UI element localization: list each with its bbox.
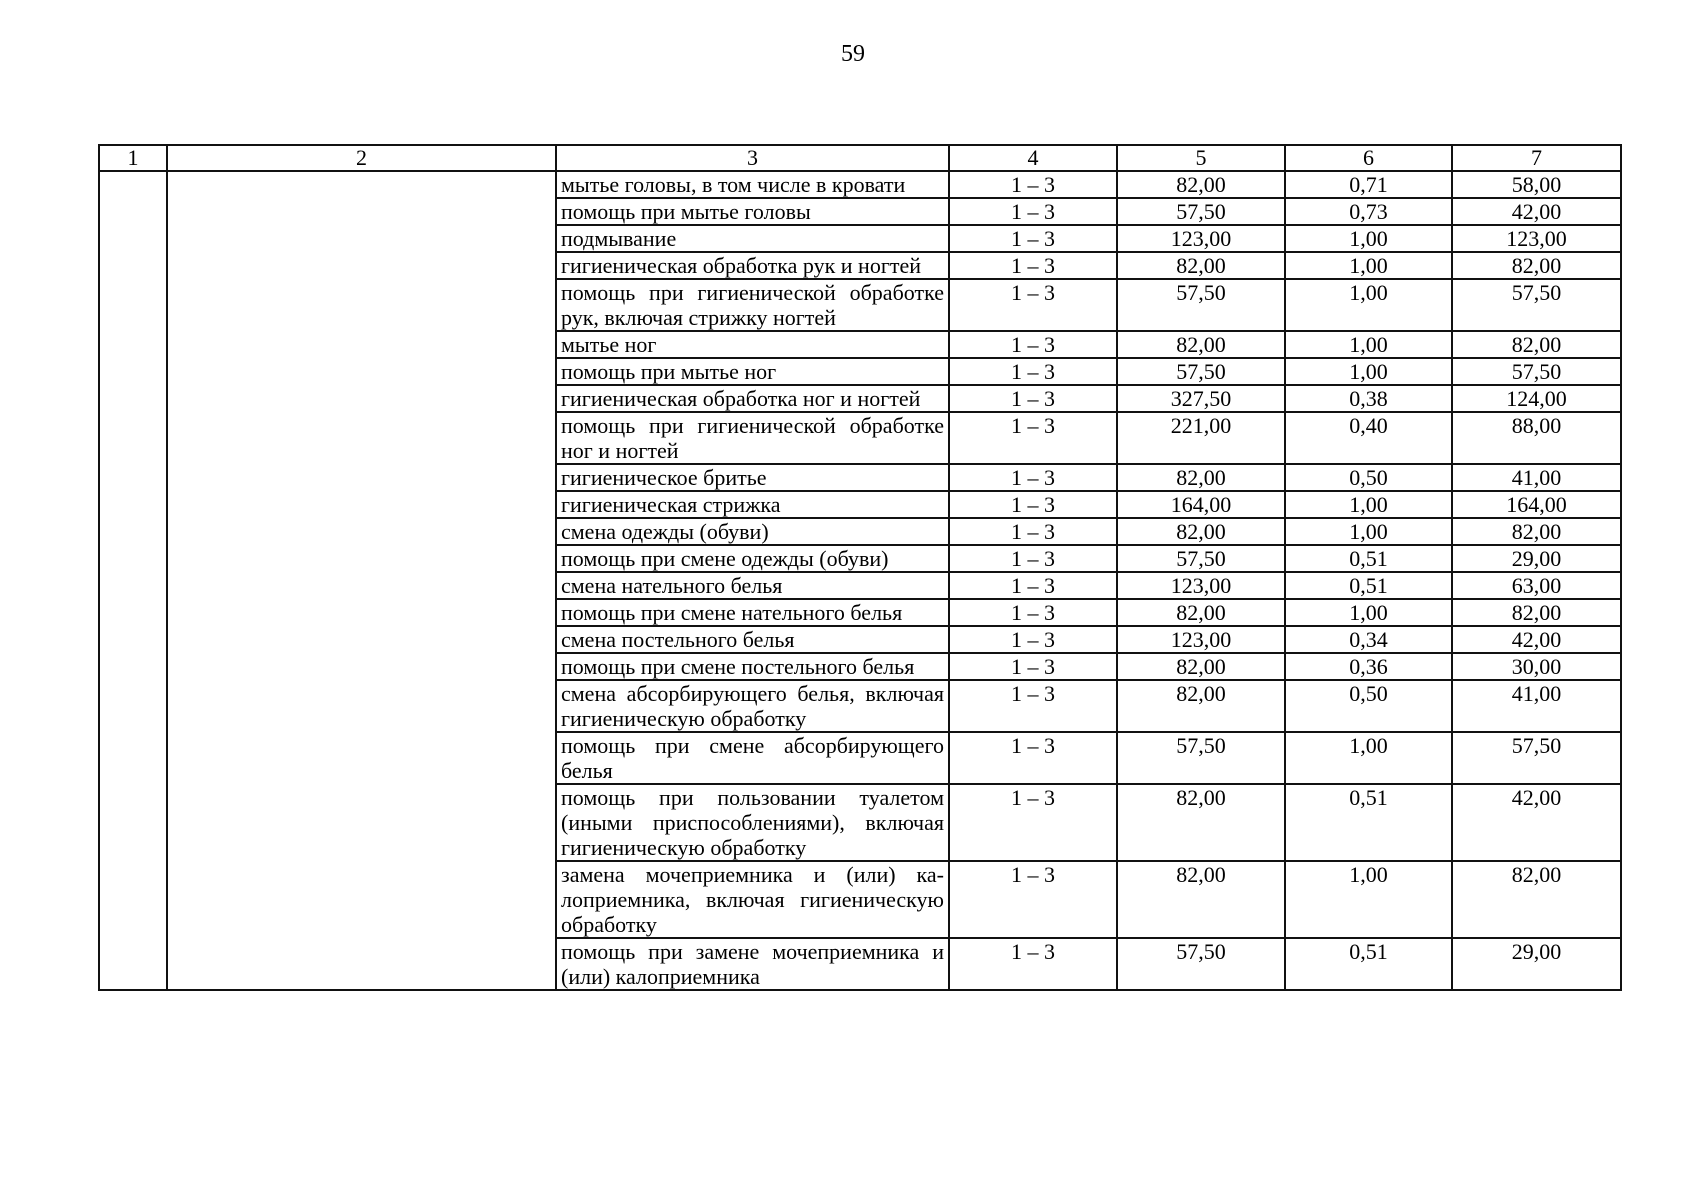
table-body (99, 171, 1621, 990)
header-row (99, 145, 1621, 171)
rate-cell: 164,00 (1117, 491, 1285, 518)
price-cell: 82,00 (1452, 331, 1621, 358)
service-cell: помощь при мытье ног (556, 358, 949, 385)
service-cell: мытье головы, в том числе в кровати (556, 171, 949, 198)
period-cell: 1 – 3 (949, 491, 1117, 518)
service-cell: помощь при мытье головы (556, 198, 949, 225)
period-cell: 1 – 3 (949, 680, 1117, 732)
price-cell: 58,00 (1452, 171, 1621, 198)
service-cell: гигиеническое бритье (556, 464, 949, 491)
price-cell: 63,00 (1452, 572, 1621, 599)
rate-cell: 82,00 (1117, 518, 1285, 545)
coefficient-cell: 1,00 (1285, 732, 1452, 784)
price-cell: 41,00 (1452, 464, 1621, 491)
rate-cell: 82,00 (1117, 331, 1285, 358)
price-cell: 82,00 (1452, 861, 1621, 938)
period-cell: 1 – 3 (949, 252, 1117, 279)
service-cell: смена одежды (обуви) (556, 518, 949, 545)
rate-cell: 57,50 (1117, 198, 1285, 225)
rate-cell: 327,50 (1117, 385, 1285, 412)
period-cell: 1 – 3 (949, 171, 1117, 198)
period-cell: 1 – 3 (949, 599, 1117, 626)
page-number: 59 (841, 41, 865, 67)
price-cell: 41,00 (1452, 680, 1621, 732)
service-cell: смена постельного белья (556, 626, 949, 653)
coefficient-cell: 1,00 (1285, 279, 1452, 331)
column-header-5: 5 (1117, 145, 1285, 171)
price-cell: 82,00 (1452, 518, 1621, 545)
service-cell: помощь при гигиенической обработке рук, включая стрижку ногтей (556, 279, 949, 331)
rate-cell: 221,00 (1117, 412, 1285, 464)
rate-cell: 82,00 (1117, 861, 1285, 938)
column-header-4: 4 (949, 145, 1117, 171)
price-cell: 57,50 (1452, 732, 1621, 784)
service-cell: гигиеническая стрижка (556, 491, 949, 518)
period-cell: 1 – 3 (949, 938, 1117, 990)
period-cell: 1 – 3 (949, 784, 1117, 861)
price-cell: 42,00 (1452, 626, 1621, 653)
rate-cell: 82,00 (1117, 464, 1285, 491)
price-cell: 123,00 (1452, 225, 1621, 252)
period-cell: 1 – 3 (949, 358, 1117, 385)
price-cell: 82,00 (1452, 599, 1621, 626)
service-cell: гигиеническая обработка рук и ногтей (556, 252, 949, 279)
price-cell: 124,00 (1452, 385, 1621, 412)
period-cell: 1 – 3 (949, 545, 1117, 572)
column-header-2: 2 (167, 145, 556, 171)
period-cell: 1 – 3 (949, 518, 1117, 545)
period-cell: 1 – 3 (949, 626, 1117, 653)
column-header-3: 3 (556, 145, 949, 171)
service-cell: помощь при смене одежды (обуви) (556, 545, 949, 572)
rate-cell: 123,00 (1117, 626, 1285, 653)
coefficient-cell: 0,50 (1285, 680, 1452, 732)
rate-cell: 57,50 (1117, 732, 1285, 784)
service-cell: помощь при замене мочеприемника и (или) калоприемника (556, 938, 949, 990)
rate-cell: 57,50 (1117, 358, 1285, 385)
period-cell: 1 – 3 (949, 572, 1117, 599)
period-cell: 1 – 3 (949, 464, 1117, 491)
price-cell: 82,00 (1452, 252, 1621, 279)
service-cell: гигиеническая обработка ног и ногтей (556, 385, 949, 412)
coefficient-cell: 0,38 (1285, 385, 1452, 412)
column-header-6: 6 (1285, 145, 1452, 171)
coefficient-cell: 0,51 (1285, 784, 1452, 861)
blank-cell-col1 (99, 171, 167, 990)
column-header-7: 7 (1452, 145, 1621, 171)
coefficient-cell: 1,00 (1285, 252, 1452, 279)
coefficient-cell: 1,00 (1285, 599, 1452, 626)
coefficient-cell: 1,00 (1285, 331, 1452, 358)
period-cell: 1 – 3 (949, 198, 1117, 225)
rate-cell: 82,00 (1117, 784, 1285, 861)
rate-cell: 82,00 (1117, 171, 1285, 198)
price-cell: 29,00 (1452, 938, 1621, 990)
rate-cell: 82,00 (1117, 680, 1285, 732)
service-cell: смена нательного белья (556, 572, 949, 599)
coefficient-cell: 0,71 (1285, 171, 1452, 198)
blank-cell-col2 (167, 171, 556, 990)
rate-cell: 82,00 (1117, 653, 1285, 680)
coefficient-cell: 0,50 (1285, 464, 1452, 491)
coefficient-cell: 0,51 (1285, 545, 1452, 572)
coefficient-cell: 0,51 (1285, 938, 1452, 990)
rate-cell: 123,00 (1117, 572, 1285, 599)
price-cell: 42,00 (1452, 784, 1621, 861)
period-cell: 1 – 3 (949, 225, 1117, 252)
coefficient-cell: 1,00 (1285, 518, 1452, 545)
price-cell: 57,50 (1452, 279, 1621, 331)
coefficient-cell: 0,51 (1285, 572, 1452, 599)
period-cell: 1 – 3 (949, 331, 1117, 358)
service-cell: помощь при смене нательного белья (556, 599, 949, 626)
coefficient-cell: 0,36 (1285, 653, 1452, 680)
service-cell: мытье ног (556, 331, 949, 358)
price-cell: 42,00 (1452, 198, 1621, 225)
period-cell: 1 – 3 (949, 653, 1117, 680)
price-cell: 88,00 (1452, 412, 1621, 464)
price-cell: 57,50 (1452, 358, 1621, 385)
service-cell: помощь при смене постельного белья (556, 653, 949, 680)
coefficient-cell: 1,00 (1285, 358, 1452, 385)
rate-cell: 57,50 (1117, 938, 1285, 990)
service-cell: помощь при гигиенической обработке ног и ногтей (556, 412, 949, 464)
coefficient-cell: 1,00 (1285, 225, 1452, 252)
tariff-table (98, 144, 1622, 991)
service-cell: подмывание (556, 225, 949, 252)
period-cell: 1 – 3 (949, 861, 1117, 938)
coefficient-cell: 0,40 (1285, 412, 1452, 464)
rate-cell: 82,00 (1117, 252, 1285, 279)
price-cell: 30,00 (1452, 653, 1621, 680)
period-cell: 1 – 3 (949, 412, 1117, 464)
service-cell: помощь при пользовании туалетом (иными приспособлениями), включая гигиеническую обработку (556, 784, 949, 861)
coefficient-cell: 0,73 (1285, 198, 1452, 225)
rate-cell: 57,50 (1117, 279, 1285, 331)
period-cell: 1 – 3 (949, 279, 1117, 331)
coefficient-cell: 1,00 (1285, 861, 1452, 938)
price-cell: 29,00 (1452, 545, 1621, 572)
column-header-1: 1 (99, 145, 167, 171)
coefficient-cell: 1,00 (1285, 491, 1452, 518)
service-cell: замена мочеприемника и (или) калоприемника, включая гигиеническую обработку (556, 861, 949, 938)
period-cell: 1 – 3 (949, 732, 1117, 784)
rate-cell: 82,00 (1117, 599, 1285, 626)
price-cell: 164,00 (1452, 491, 1621, 518)
service-cell: помощь при смене абсорбирующего белья (556, 732, 949, 784)
rate-cell: 123,00 (1117, 225, 1285, 252)
rate-cell: 57,50 (1117, 545, 1285, 572)
service-cell: смена абсорбирующего белья, включая гигиеническую обработку (556, 680, 949, 732)
table-row (99, 171, 1621, 198)
coefficient-cell: 0,34 (1285, 626, 1452, 653)
period-cell: 1 – 3 (949, 385, 1117, 412)
